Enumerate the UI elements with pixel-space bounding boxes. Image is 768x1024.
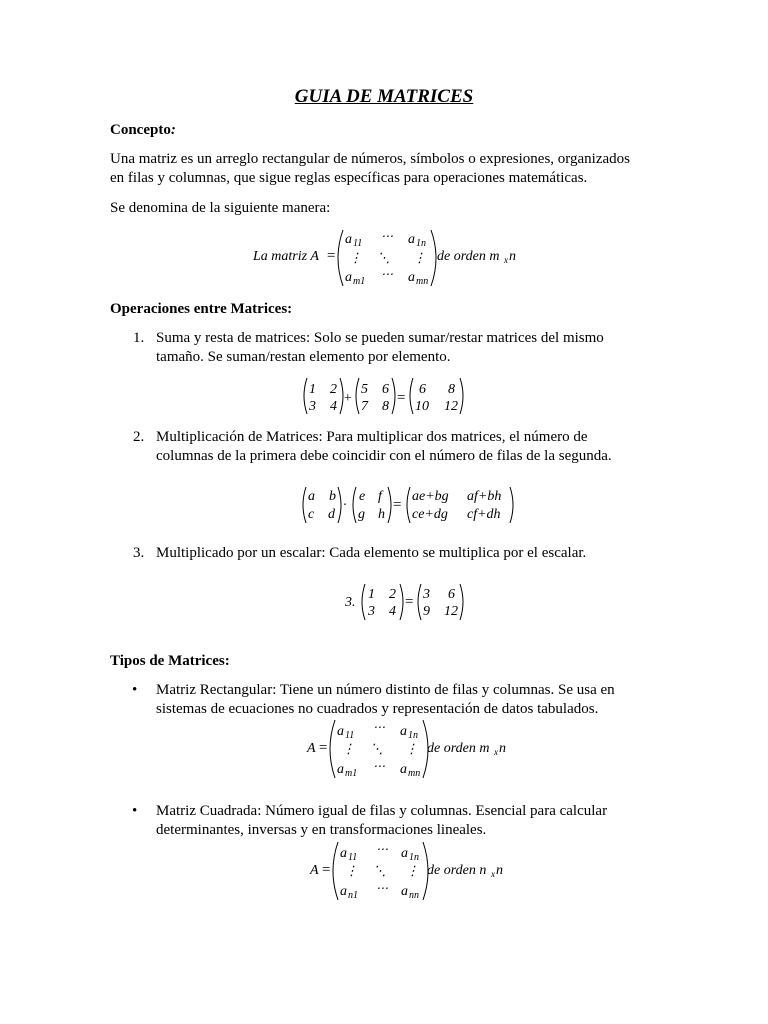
right-paren: [392, 378, 395, 414]
cell-sub: 1n: [416, 238, 426, 249]
item-1-line-2: tamaño. Se suman/restan elemento por elemento.: [156, 349, 451, 365]
right-paren: [510, 487, 513, 523]
dot-sign: ·: [343, 498, 347, 513]
formula-sub-x: x: [494, 747, 498, 757]
cell-sub: 1n: [408, 730, 418, 741]
formula-sub-x: x: [491, 869, 495, 879]
cell-a: a: [340, 846, 347, 861]
cell: 4: [389, 604, 396, 619]
cell: ae+bg: [412, 489, 449, 504]
cell-ddots: ⋱: [377, 250, 390, 265]
cell: 6: [419, 382, 426, 397]
formula-suffix: de orden n: [427, 863, 487, 878]
plus-sign: +: [343, 391, 353, 406]
item-2-line-2: columnas de la primera debe coincidir con el número de filas de la segunda.: [156, 448, 612, 464]
cell-hdots: ⋯: [381, 267, 393, 281]
cell-sub: 11: [348, 852, 358, 863]
cell: 12: [444, 399, 458, 414]
tipos-heading: Tipos de Matrices:: [110, 653, 230, 669]
cell: 3: [309, 399, 316, 414]
cell-sub: mn: [408, 768, 421, 779]
cell-vdots: ⋮: [349, 250, 362, 265]
rect-line-2: sistemas de ecuaciones no cuadrados y representación de datos tabulados.: [156, 701, 599, 717]
right-paren: [400, 584, 403, 620]
cell: f: [378, 489, 382, 504]
formula-rect-svg: [307, 718, 527, 780]
concepto-line-2: en filas y columnas, que sigue reglas específicas para operaciones matemáticas.: [110, 170, 588, 186]
cell: d: [328, 507, 335, 522]
cell: 7: [361, 399, 368, 414]
cell: g: [358, 507, 365, 522]
left-paren: [303, 487, 306, 523]
cell-a: a: [408, 270, 415, 285]
bullet-icon: •: [132, 682, 138, 698]
cell-a: a: [401, 884, 408, 899]
cell: 1: [368, 587, 375, 602]
cell: 2: [330, 382, 337, 397]
cell: a: [308, 489, 315, 504]
cell: 4: [330, 399, 337, 414]
cell-a: a: [408, 232, 415, 247]
cell-hdots: ⋯: [381, 229, 393, 243]
cell: cf+dh: [467, 507, 501, 522]
equals-sign: =: [392, 497, 403, 513]
formula-prefix: A: [307, 741, 316, 756]
cell-ddots: ⋱: [373, 863, 386, 878]
equals-sign: =: [396, 390, 407, 406]
right-paren: [338, 487, 341, 523]
right-paren: [388, 487, 391, 523]
cell: ce+dg: [412, 507, 448, 522]
formula-n: n: [499, 741, 506, 756]
cell-vdots: ⋮: [405, 741, 418, 756]
cell: 1: [309, 382, 316, 397]
cell-a: a: [401, 846, 408, 861]
item-number: 2.: [133, 429, 145, 445]
left-paren: [362, 584, 365, 620]
scalar-k: 3.: [345, 595, 356, 610]
operaciones-heading: Operaciones entre Matrices:: [110, 301, 293, 317]
equals-sign: =: [404, 594, 415, 610]
cell-sub: 11: [353, 238, 363, 249]
cell: 3: [423, 587, 430, 602]
right-paren: [460, 584, 463, 620]
cell-sub: n1: [348, 890, 358, 901]
cell-a: a: [345, 232, 352, 247]
item-number: 1.: [133, 330, 145, 346]
formula-n: n: [509, 249, 516, 264]
cell-a: a: [337, 724, 344, 739]
cell: 6: [382, 382, 389, 397]
cell-hdots: ⋯: [376, 881, 388, 895]
bullet-icon: •: [132, 803, 138, 819]
mult-example: [300, 485, 520, 525]
cell-hdots: ⋯: [373, 720, 385, 734]
left-paren: [407, 487, 410, 523]
cell-sub: mn: [416, 276, 429, 287]
cell: 5: [361, 382, 368, 397]
escalar-svg: [345, 582, 475, 622]
item-2-line-1: Multiplicación de Matrices: Para multiplicar dos matrices, el número de: [156, 429, 588, 445]
cell-sub: m1: [353, 276, 366, 287]
formula-rect: [307, 718, 527, 780]
formula-eq: =: [326, 248, 337, 264]
left-paren: [418, 584, 421, 620]
item-number: 3.: [133, 545, 145, 561]
mult-svg: [300, 485, 520, 525]
formula-general-svg: [253, 228, 543, 288]
cell: e: [359, 489, 366, 504]
left-paren: [338, 230, 343, 286]
formula-sub-x: x: [504, 255, 508, 265]
cuad-line-1: Matriz Cuadrada: Número igual de filas y columnas. Esencial para calcular: [156, 803, 608, 819]
concepto-heading: Concepto: [110, 122, 171, 138]
cell-hdots: ⋯: [376, 842, 388, 856]
cell-hdots: ⋯: [373, 759, 385, 773]
denomina-text: Se denomina de la siguiente manera:: [110, 200, 331, 216]
formula-cuad-svg: [310, 840, 520, 902]
cell: 6: [448, 587, 455, 602]
cell: 2: [389, 587, 396, 602]
formula-prefix: A: [310, 863, 319, 878]
cell-a: a: [340, 884, 347, 899]
cell-sub: m1: [345, 768, 358, 779]
cell-ddots: ⋱: [370, 741, 383, 756]
formula-suffix: de orden m: [437, 249, 500, 264]
left-paren: [356, 378, 359, 414]
cell-a: a: [400, 762, 407, 777]
cell: h: [378, 507, 385, 522]
concepto-label: [110, 121, 176, 140]
left-paren: [330, 720, 335, 778]
item-1-line-1: Suma y resta de matrices: Solo se pueden sumar/restar matrices del mismo: [156, 330, 604, 346]
formula-eq: =: [321, 862, 332, 878]
cell: 8: [448, 382, 455, 397]
cell-vdots: ⋮: [345, 863, 358, 878]
cell: b: [329, 489, 336, 504]
cell-sub: 1n: [409, 852, 419, 863]
cell-a: a: [345, 270, 352, 285]
formula-general: [253, 228, 543, 288]
right-paren: [431, 230, 436, 286]
left-paren: [333, 842, 338, 900]
formula-prefix: La matriz A: [253, 249, 319, 264]
left-paren: [304, 378, 307, 414]
right-paren: [460, 378, 463, 414]
cell-a: a: [337, 762, 344, 777]
cell: 10: [415, 399, 429, 414]
formula-suffix: de orden m: [427, 741, 490, 756]
page-title: GUIA DE MATRICES: [294, 86, 474, 107]
item-3-line-1: Multiplicado por un escalar: Cada elemento se multiplica por el escalar.: [156, 545, 587, 561]
escalar-example: [345, 582, 475, 622]
cell-vdots: ⋮: [413, 250, 426, 265]
cell: 9: [423, 604, 430, 619]
formula-eq: =: [318, 740, 329, 756]
cuad-line-2: determinantes, inversas y en transformaciones lineales.: [156, 822, 487, 838]
cell: af+bh: [467, 489, 502, 504]
rect-line-1: Matriz Rectangular: Tiene un número distinto de filas y columnas. Se usa en: [156, 682, 615, 698]
cell-vdots: ⋮: [342, 741, 355, 756]
cell: c: [308, 507, 315, 522]
cell-vdots: ⋮: [406, 863, 419, 878]
formula-n: n: [496, 863, 503, 878]
suma-example: [301, 376, 471, 416]
cell-sub: nn: [409, 890, 419, 901]
cell: 3: [368, 604, 375, 619]
suma-svg: [301, 376, 471, 416]
left-paren: [410, 378, 413, 414]
cell: 12: [444, 604, 458, 619]
cell-a: a: [400, 724, 407, 739]
concepto-line-1: Una matriz es un arreglo rectangular de números, símbolos o expresiones, organizados: [110, 151, 630, 167]
left-paren: [353, 487, 356, 523]
concepto-colon: :: [170, 122, 176, 138]
formula-cuad: [310, 840, 520, 902]
cell-sub: 11: [345, 730, 355, 741]
cell: 8: [382, 399, 389, 414]
